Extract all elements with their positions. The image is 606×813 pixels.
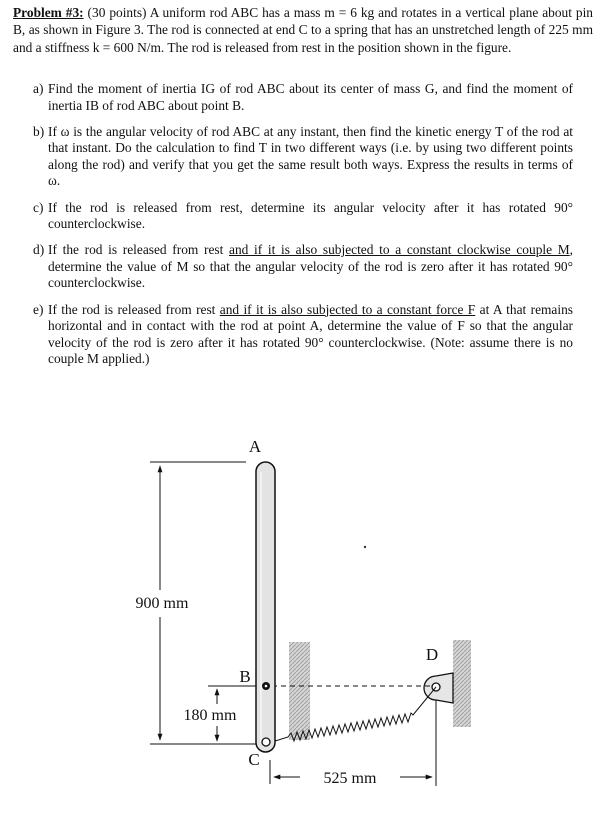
part-a-text: Find the moment of inertia IG of rod ABC about its center of mass G, and find the moment of inertia IB of rod ABC about point B. — [48, 81, 573, 113]
part-d-text-end: , determine the value of M so that the angular velocity of the rod is zero after it has rotated 90° counterclockwise. — [48, 242, 573, 291]
dim-900mm-label: 900 mm — [135, 595, 189, 612]
part-e-label: e) — [33, 301, 44, 317]
label-point-d: D — [425, 645, 439, 664]
part-c-label: c) — [33, 199, 44, 215]
dim-525mm-label: 525 mm — [323, 770, 377, 787]
problem-title: Problem #3: — [13, 5, 84, 20]
problem-text: (30 points) A uniform rod ABC has a mass m = 6 kg and rotates in a vertical plane about pin B, as shown in Figure 3. The rod is connected at end C to a spring that has an unstretched length of 225 mm and a stiffness k = 600 N/m. The rod is released from rest in the position shown in the figure. — [13, 5, 594, 55]
label-point-a: A — [248, 437, 262, 456]
part-a-label: a) — [33, 81, 44, 96]
pin-b-center — [265, 685, 268, 688]
rod-abc — [256, 462, 275, 752]
dim-180mm-label: 180 mm — [183, 707, 237, 724]
part-c-text: If the rod is released from rest, determine its angular velocity after it has rotated 90° counterclockwise. — [48, 199, 573, 232]
dimension-900mm — [136, 462, 258, 744]
part-d-text-start: If the rod is released from rest — [48, 242, 230, 258]
stray-dot — [364, 546, 366, 548]
pin-c — [262, 738, 270, 746]
label-point-c: C — [248, 750, 260, 769]
part-d-label: d) — [33, 242, 45, 258]
wall-support-b — [289, 642, 310, 740]
part-b-text: If ω is the angular velocity of rod ABC at any instant, then find the kinetic energy T of the rod at that instant. Do the calculation to find T in two different ways (i.e. by using two different points along the rod) and verify that you get the same result both ways. Express the results in terms of ω. — [48, 123, 573, 189]
part-e-text-end: at A that remains horizontal and in contact with the rod at point A, determine the value of F so that the angular velocity of the rod is zero after it has rotated 90° counterclockwise. (Note: assume there is no couple M applied.) — [48, 301, 574, 367]
wall-support-d — [453, 640, 471, 727]
part-e-text-underlined: and if it is also subjected to a constant force F — [219, 301, 476, 317]
label-point-b: B — [239, 667, 251, 686]
part-b-label: b) — [33, 123, 45, 139]
part-d-text-underlined: and if it is also subjected to a constant clockwise couple M — [229, 242, 570, 258]
dimension-180mm — [184, 686, 260, 741]
part-e-text-start: If the rod is released from rest — [48, 301, 220, 317]
